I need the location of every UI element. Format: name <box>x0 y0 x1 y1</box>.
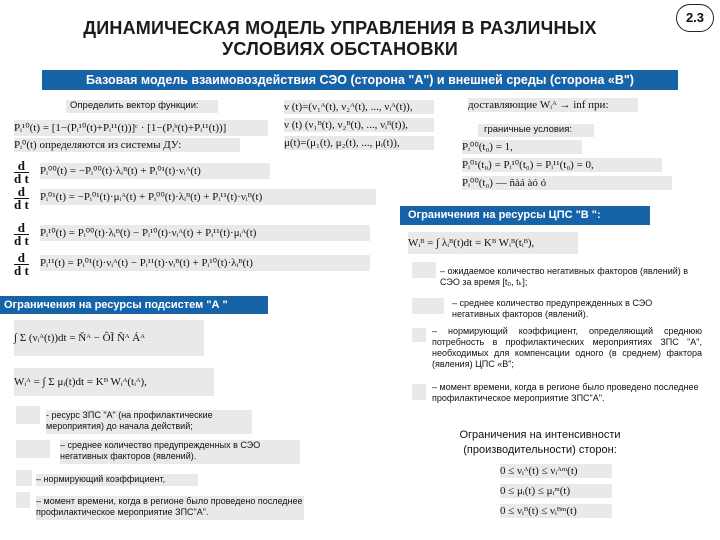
a-note-1: - ресурс ЗПС "А" (на профилактические мероприятия) до начала действий; <box>46 410 252 434</box>
deriv-4-d: d <box>17 250 26 265</box>
cps-symbol-4 <box>412 384 426 400</box>
deriv-4-dt: d t <box>14 263 29 278</box>
eq-p1: Pᵢ¹⁰(t) = [1−(Pᵢ¹⁰(t)+Pᵢ¹¹(t))]ᶜ · [1−(Pᵢᵇ(t)+Pᵢ¹¹(t))] <box>14 120 268 136</box>
a-symbol-3 <box>16 470 32 486</box>
vector-label: Определить вектор функции: <box>66 100 218 113</box>
cps-banner: Ограничения на ресурсы ЦПС "В ": <box>400 206 650 225</box>
v2-line: ν (t) (ν₁ᴮ(t), ν₂ᴮ(t), ..., νᵢᴮ(t)), <box>284 118 434 132</box>
deriv-1-dt: d t <box>14 171 29 186</box>
deriv-4 <box>14 252 29 277</box>
cps-desc-1: – ожидаемое количество негативных факторов (явлений) в СЭО за время [t₀, tₖ]; <box>440 266 689 287</box>
bc-2: Pᵢ⁰¹(t₀) = Pᵢ¹⁰(t₀) = Pᵢ¹¹(t₀) = 0, <box>462 158 662 172</box>
cps-desc-4: – момент времени, когда в регионе было проведено последнее профилактическое мероприятие ЗПС"А". <box>432 382 699 403</box>
v-line: ν (t)=(ν₁ᴬ(t), ν₂ᴬ(t), ..., νᵢᴬ(t)), <box>284 100 434 114</box>
a-note-2: – среднее количество предупрежденных в СЭО негативных факторов (явлений). <box>60 440 300 464</box>
slide-title-line1: ДИНАМИЧЕСКАЯ МОДЕЛЬ УПРАВЛЕНИЯ В РАЗЛИЧНЫХ <box>83 18 597 38</box>
deriv-1-d: d <box>17 158 26 173</box>
deriv-3-d: d <box>17 220 26 235</box>
cps-equation: Wᵢᴮ = ∫ λᵢᴮ(t)dt = Kᴮ Wᵢᴮ(tᵢᴮ), <box>408 232 578 254</box>
mu-line: μ(t)=(μ₁(t), μ₂(t), ..., μᵢ(t)), <box>284 136 434 150</box>
a-symbol-4 <box>16 492 30 508</box>
top-banner: Базовая модель взаимовоздействия СЭО (сторона "А") и внешней среды (сторона «В") <box>42 70 678 90</box>
intensity-2: 0 ≤ μᵢ(t) ≤ μᵢᵐ(t) <box>500 484 612 498</box>
slide-title-line2: УСЛОВИЯХ ОБСТАНОВКИ <box>221 39 459 59</box>
deriv-3-dt: d t <box>14 233 29 248</box>
a-symbol-2 <box>16 440 50 458</box>
cps-desc-2: – среднее количество предупрежденных в СЭО негативных факторов (явлений). <box>452 298 653 319</box>
deriv-2-dt: d t <box>14 197 29 212</box>
eq-3: Pᵢ¹⁰(t) = Pᵢ⁰⁰(t)·λᵢᴮ(t) − Pᵢ¹⁰(t)·νᵢᴬ(t) + Pᵢ¹¹(t)·μᵢᴬ(t) <box>40 225 370 241</box>
slide-title <box>40 18 640 60</box>
eq-1: Pᵢ⁰⁰(t) = −Pᵢ⁰⁰(t)·λᵢᴮ(t) + Pᵢ⁰¹(t)·νᵢᴬ(t) <box>40 163 270 179</box>
boundary-label: граничные условия: <box>478 124 594 137</box>
bc-3: Pᵢ⁰⁰(t₀) — ñàá àó ó <box>462 176 672 190</box>
a-sum-equation: ∫ Σ (νᵢᴬ(t))dt = Ňᴬ − ÔĨ Ñᴬ Áᴬ <box>14 320 204 356</box>
eq-4: Pᵢ¹¹(t) = Pᵢ⁰¹(t)·νᵢᴬ(t) − Pᵢ¹¹(t)·νᵢᴮ(t) + Pᵢ¹⁰(t)·λᵢᴮ(t) <box>40 255 370 271</box>
objective-line: доставляющие Wᵢᴬ → inf при: <box>468 98 638 112</box>
intensity-heading: Ограничения на интенсивности (производительности) сторон: <box>459 429 621 456</box>
intensity-1: 0 ≤ νᵢᴬ(t) ≤ νᵢᴬᵐ(t) <box>500 464 612 478</box>
deriv-2 <box>14 186 29 211</box>
cps-symbol-1 <box>412 262 436 278</box>
slide-number-badge: 2.3 <box>676 4 714 32</box>
deriv-3 <box>14 222 29 247</box>
a-note-4: – момент времени, когда в регионе было проведено последнее профилактическое мероприятие ЗПС"А". <box>36 496 304 520</box>
deriv-1 <box>14 160 29 185</box>
a-symbol-1 <box>16 406 40 424</box>
a-w-equation: Wᵢᴬ = ∫ Σ μᵢ(t)dt = Kᴮ Wᵢᴬ(tᵢᴬ), <box>14 368 214 396</box>
cps-desc-3: – нормирующий коэффициент, определяющий среднюю потребность в профилактических мероприятиях ЗПС "А", необходимых для компенсации одного (в среднем) фактора (явления) ЦПС «В"; <box>432 326 702 369</box>
eq-p1-note: Pᵢ⁰(t) определяются из системы ДУ: <box>14 138 240 152</box>
deriv-2-d: d <box>17 184 26 199</box>
a-note-3: – нормирующий коэффициент, <box>36 474 198 486</box>
a-banner: Ограничения на ресурсы подсистем "А " <box>0 296 268 314</box>
cps-symbol-3 <box>412 328 426 342</box>
intensity-3: 0 ≤ νᵢᴮ(t) ≤ νᵢᴮᵐ(t) <box>500 504 612 518</box>
bc-1: Pᵢ⁰⁰(t₀) = 1, <box>462 140 582 154</box>
eq-2: Pᵢ⁰¹(t) = −Pᵢ⁰¹(t)·μᵢᴬ(t) + Pᵢ⁰⁰(t)·λᵢᴮ(t) + Pᵢ¹¹(t)·νᵢᴮ(t) <box>40 189 376 205</box>
cps-symbol-2 <box>412 298 444 314</box>
